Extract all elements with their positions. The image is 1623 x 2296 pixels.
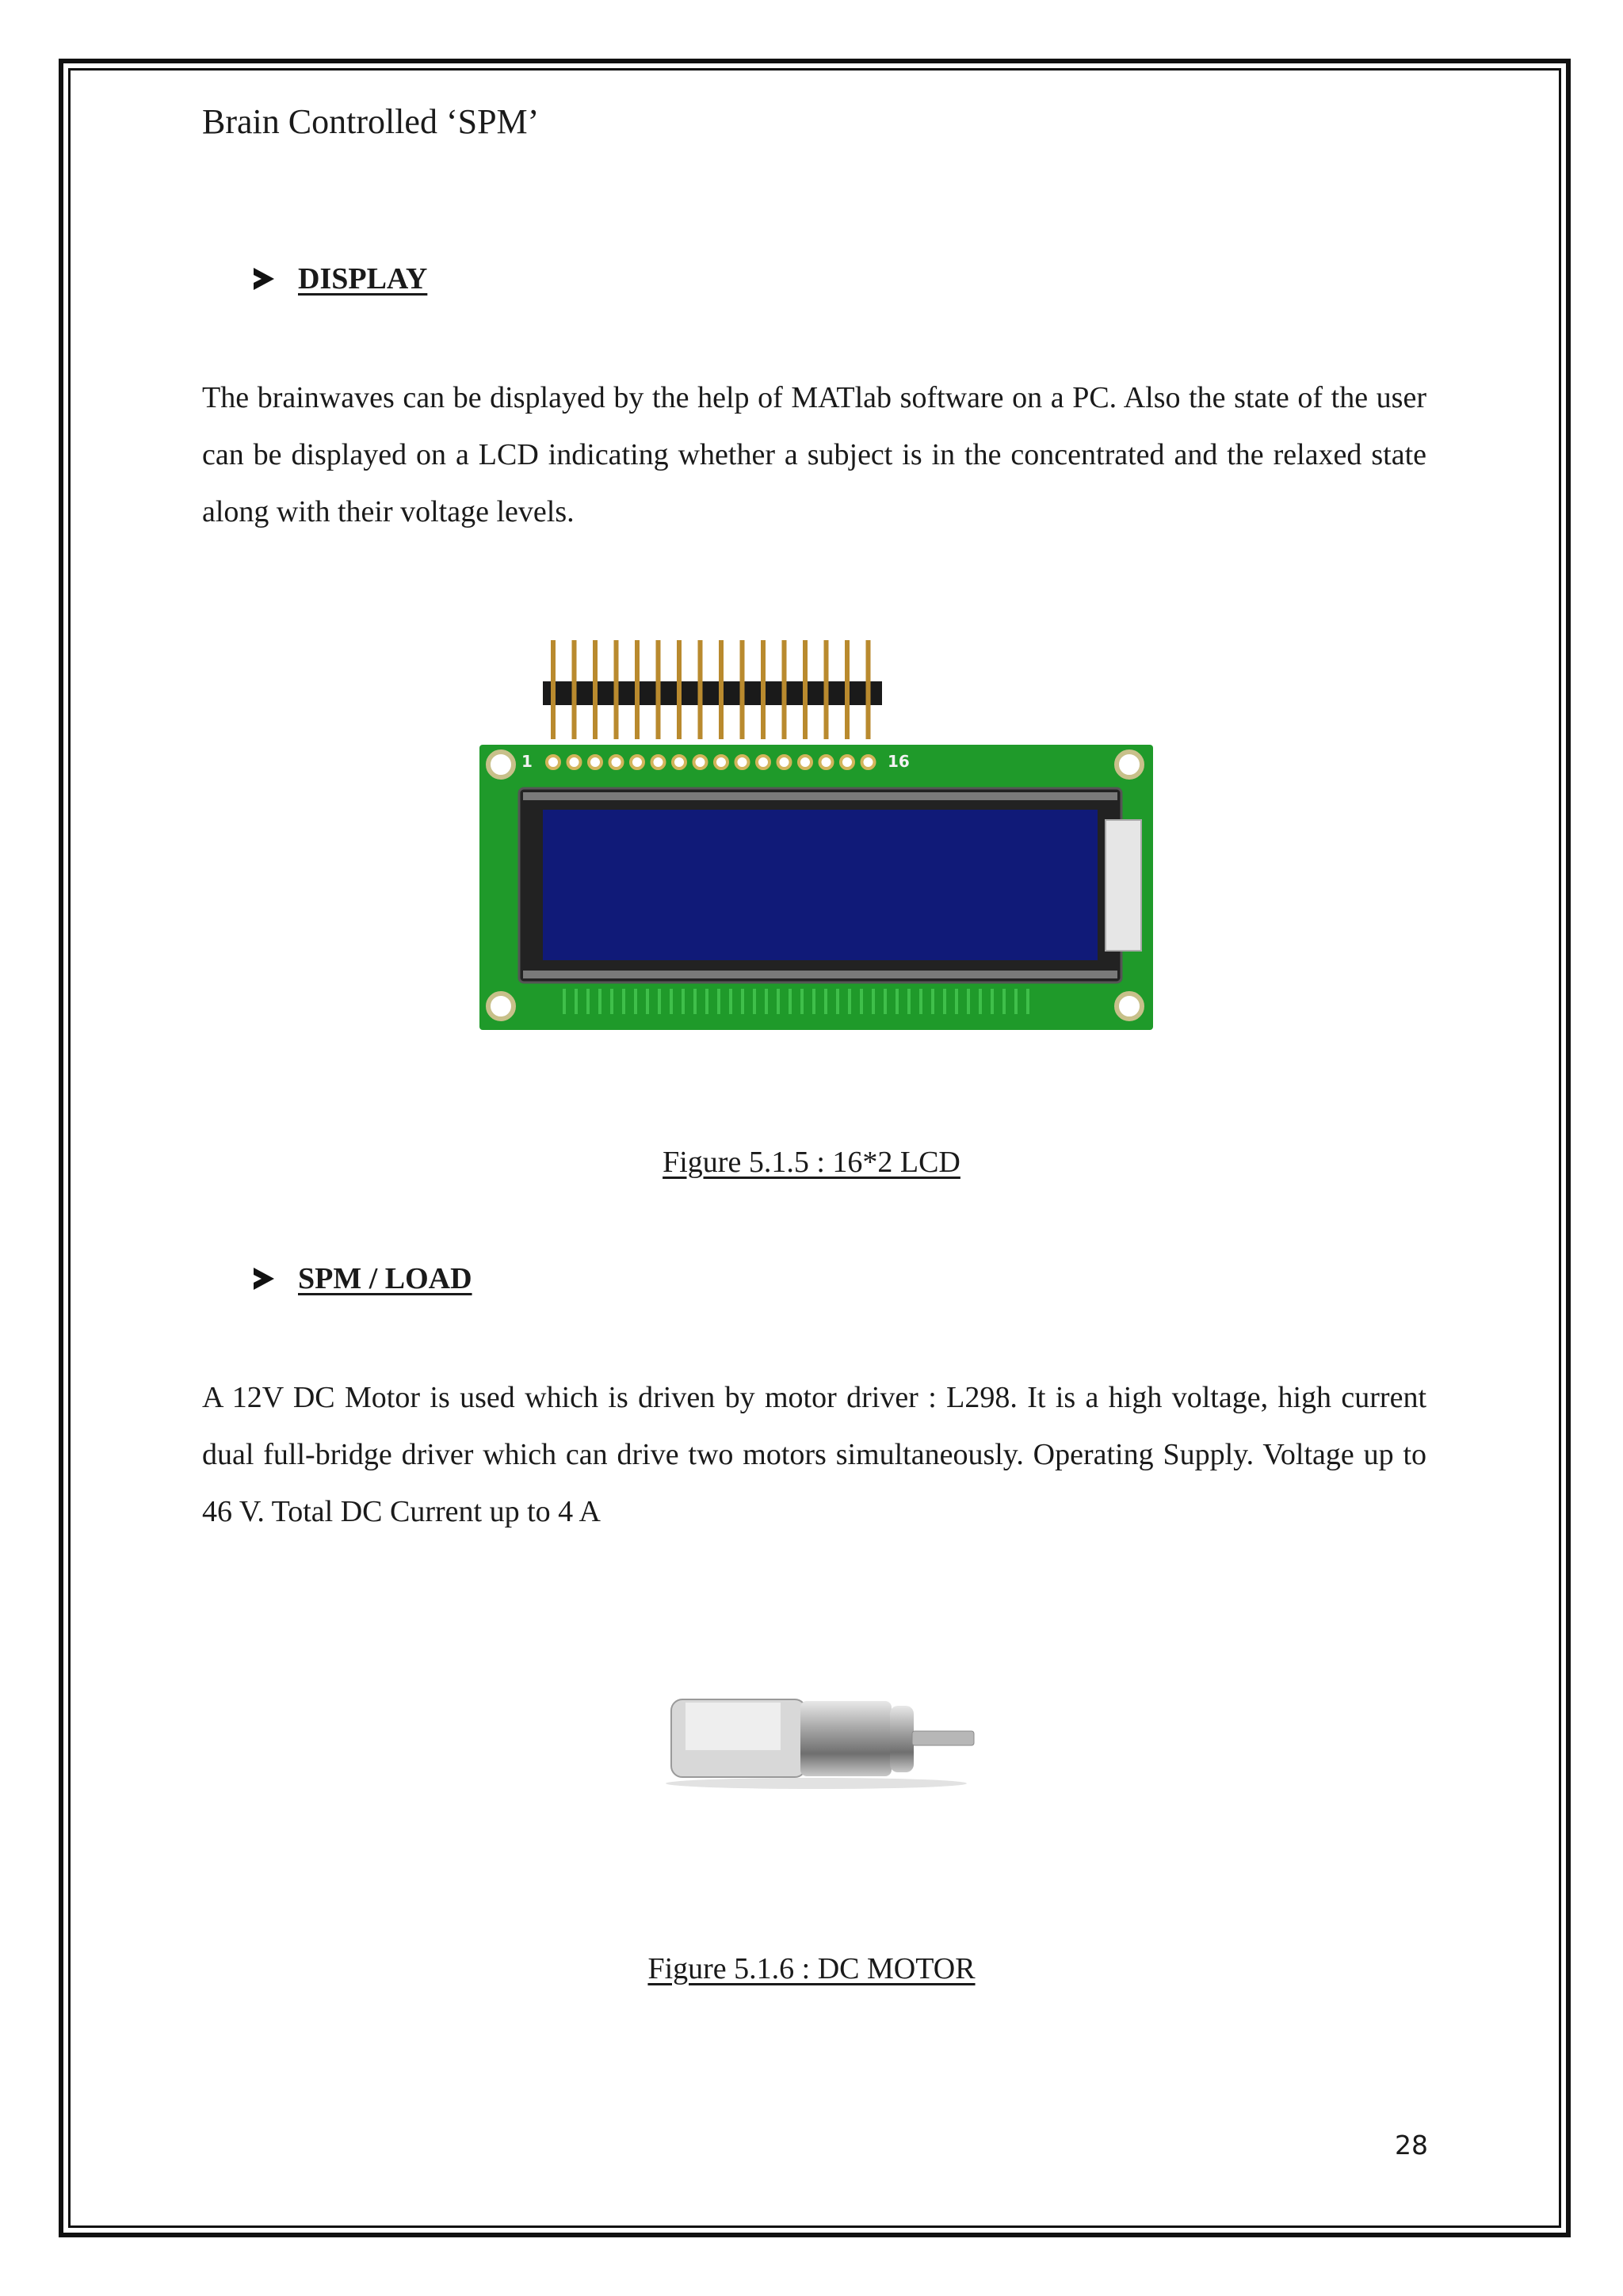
lcd-module-figure bbox=[475, 634, 1157, 1038]
header-pin bbox=[761, 640, 766, 739]
solder-pad bbox=[652, 756, 665, 769]
pcb-trace bbox=[729, 989, 732, 1014]
pin-header bbox=[543, 640, 882, 739]
pcb-trace bbox=[919, 989, 922, 1014]
header-pin bbox=[593, 640, 598, 739]
pcb-trace bbox=[884, 989, 887, 1014]
header-pin bbox=[614, 640, 619, 739]
section-heading-text: DISPLAY bbox=[298, 262, 428, 296]
pcb-trace bbox=[598, 989, 601, 1014]
pcb-trace bbox=[836, 989, 839, 1014]
header-pin bbox=[656, 640, 661, 739]
pcb-trace bbox=[1026, 989, 1029, 1014]
solder-pad bbox=[736, 756, 749, 769]
pcb-trace bbox=[800, 989, 804, 1014]
pcb-trace bbox=[896, 989, 899, 1014]
solder-pad bbox=[568, 756, 581, 769]
pcb-trace bbox=[777, 989, 780, 1014]
solder-pad bbox=[862, 756, 875, 769]
arrow-bullet-icon bbox=[254, 1268, 274, 1290]
header-pin bbox=[803, 640, 808, 739]
pcb-trace bbox=[575, 989, 578, 1014]
lcd-screen bbox=[543, 810, 1098, 960]
page-number: 28 bbox=[1395, 2130, 1428, 2161]
motor-shaft bbox=[912, 1731, 974, 1745]
pcb-trace bbox=[682, 989, 685, 1014]
pcb-trace bbox=[646, 989, 649, 1014]
solder-pad bbox=[715, 756, 727, 769]
pcb-trace bbox=[967, 989, 970, 1014]
pcb-trace bbox=[824, 989, 827, 1014]
solder-pad bbox=[694, 756, 707, 769]
solder-pad bbox=[547, 756, 559, 769]
solder-pad bbox=[778, 756, 791, 769]
header-pin bbox=[866, 640, 871, 739]
header-pin bbox=[824, 640, 829, 739]
pcb-trace bbox=[1002, 989, 1006, 1014]
pcb-trace bbox=[1014, 989, 1018, 1014]
spm-load-paragraph: A 12V DC Motor is used which is driven by motor driver : L298. It is a high voltage, high current dual full-bridge driver which can drive two motors simultaneously. Operating Supply. Voltage up to 46 V. Total DC Current up to 4 A bbox=[202, 1381, 1426, 1528]
pcb-trace bbox=[789, 989, 792, 1014]
header-pin bbox=[635, 640, 640, 739]
pcb-trace bbox=[634, 989, 637, 1014]
pcb-trace bbox=[670, 989, 673, 1014]
pcb-trace bbox=[955, 989, 958, 1014]
solder-pad bbox=[631, 756, 643, 769]
pcb-trace bbox=[872, 989, 875, 1014]
header-pin bbox=[782, 640, 787, 739]
pcb-trace bbox=[931, 989, 934, 1014]
pcb-trace bbox=[741, 989, 744, 1014]
solder-pad bbox=[673, 756, 685, 769]
pin-label-last: 16 bbox=[888, 752, 910, 771]
pcb-trace bbox=[753, 989, 756, 1014]
figure-caption-lcd: Figure 5.1.5 : 16*2 LCD bbox=[663, 1146, 960, 1179]
pin-label-first: 1 bbox=[521, 752, 533, 771]
header-pin bbox=[719, 640, 724, 739]
solder-pad bbox=[589, 756, 601, 769]
figure-caption-motor: Figure 5.1.6 : DC MOTOR bbox=[647, 1952, 976, 1985]
header-pin bbox=[677, 640, 682, 739]
pcb-trace bbox=[693, 989, 697, 1014]
solder-pad bbox=[610, 756, 623, 769]
header-pin bbox=[740, 640, 745, 739]
display-paragraph: The brainwaves can be displayed by the help of MATlab software on a PC. Also the state of the user can be displayed on a LCD indicating whether a subject is in the concentrated and the relaxed state along with their voltage levels. bbox=[202, 381, 1426, 528]
header-pin bbox=[551, 640, 556, 739]
section-heading-text: SPM / LOAD bbox=[298, 1262, 472, 1295]
motor-gearbox bbox=[800, 1701, 892, 1776]
dc-motor-figure bbox=[654, 1684, 979, 1791]
section-heading-display bbox=[254, 261, 427, 296]
pcb-trace bbox=[705, 989, 708, 1014]
arrow-bullet-icon bbox=[254, 268, 274, 290]
solder-pad bbox=[820, 756, 833, 769]
pcb-trace bbox=[622, 989, 625, 1014]
pcb-trace bbox=[586, 989, 590, 1014]
pcb-trace bbox=[979, 989, 982, 1014]
header-pin bbox=[845, 640, 850, 739]
pcb-trace bbox=[717, 989, 720, 1014]
pcb-trace bbox=[658, 989, 661, 1014]
pcb-trace bbox=[848, 989, 851, 1014]
pcb-trace bbox=[765, 989, 768, 1014]
pcb-trace bbox=[907, 989, 911, 1014]
solder-pad bbox=[757, 756, 769, 769]
pcb-trace bbox=[563, 989, 566, 1014]
header-pin bbox=[572, 640, 577, 739]
running-header: Brain Controlled ‘SPM’ bbox=[202, 102, 540, 141]
solder-pad bbox=[799, 756, 812, 769]
pcb-trace bbox=[610, 989, 613, 1014]
section-heading-spm-load bbox=[254, 1261, 472, 1296]
pcb-trace bbox=[812, 989, 815, 1014]
solder-pad bbox=[841, 756, 854, 769]
pcb-trace bbox=[943, 989, 946, 1014]
pcb-trace bbox=[991, 989, 994, 1014]
header-pin bbox=[698, 640, 703, 739]
pcb-trace bbox=[860, 989, 863, 1014]
